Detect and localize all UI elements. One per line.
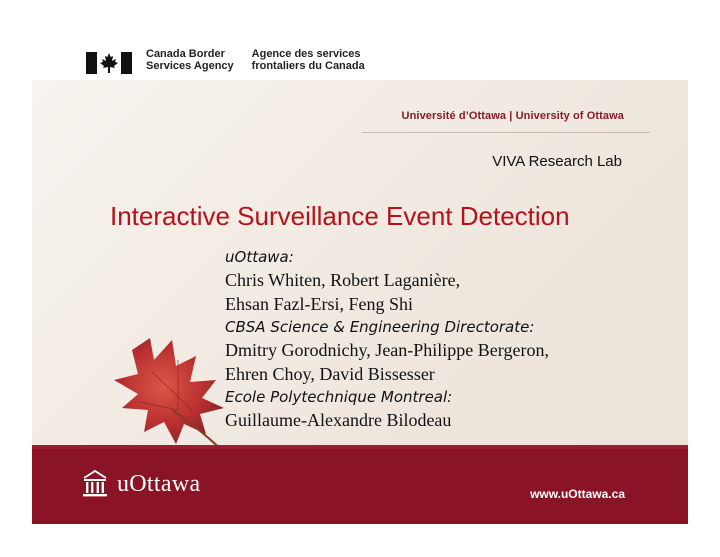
uottawa-logo: [82, 469, 200, 499]
author-list: [225, 246, 665, 432]
uottawa-logo-text: uOttawa: [117, 470, 201, 497]
author-line: Chris Whiten, Robert Laganière,: [225, 270, 461, 290]
agency-en-line-2: Services Agency: [146, 60, 234, 72]
slide-title: Interactive Surveillance Event Detection: [110, 201, 570, 231]
canada-flag-icon: [86, 52, 132, 74]
affiliation-polytechnique: Ecole Polytechnique Montreal:: [225, 388, 453, 406]
agency-fr-line-1: Agence des services: [251, 48, 361, 60]
university-name: Université d’Ottawa | University of Ottawa: [401, 110, 624, 122]
uottawa-building-icon: [82, 469, 108, 499]
agency-en-line-1: Canada Border: [146, 48, 225, 60]
website-url: www.uOttawa.ca: [530, 487, 625, 501]
author-line: Dmitry Gorodnichy, Jean-Philippe Bergeron,: [225, 340, 549, 360]
affiliation-uottawa: uOttawa:: [225, 248, 294, 266]
author-line: Guillaume-Alexandre Bilodeau: [225, 410, 452, 430]
author-line: Ehsan Fazl-Ersi, Feng Shi: [225, 294, 413, 314]
agency-name-english: [146, 48, 234, 72]
lab-name: VIVA Research Lab: [492, 153, 622, 170]
agency-name-french: [252, 48, 365, 72]
author-line: Ehren Choy, David Bissesser: [225, 364, 435, 384]
affiliation-cbsa: CBSA Science & Engineering Directorate:: [225, 318, 535, 336]
footer-band: [32, 449, 688, 524]
cbsa-header: [86, 48, 365, 78]
header-divider: [362, 132, 650, 133]
agency-fr-line-2: frontaliers du Canada: [251, 60, 365, 72]
